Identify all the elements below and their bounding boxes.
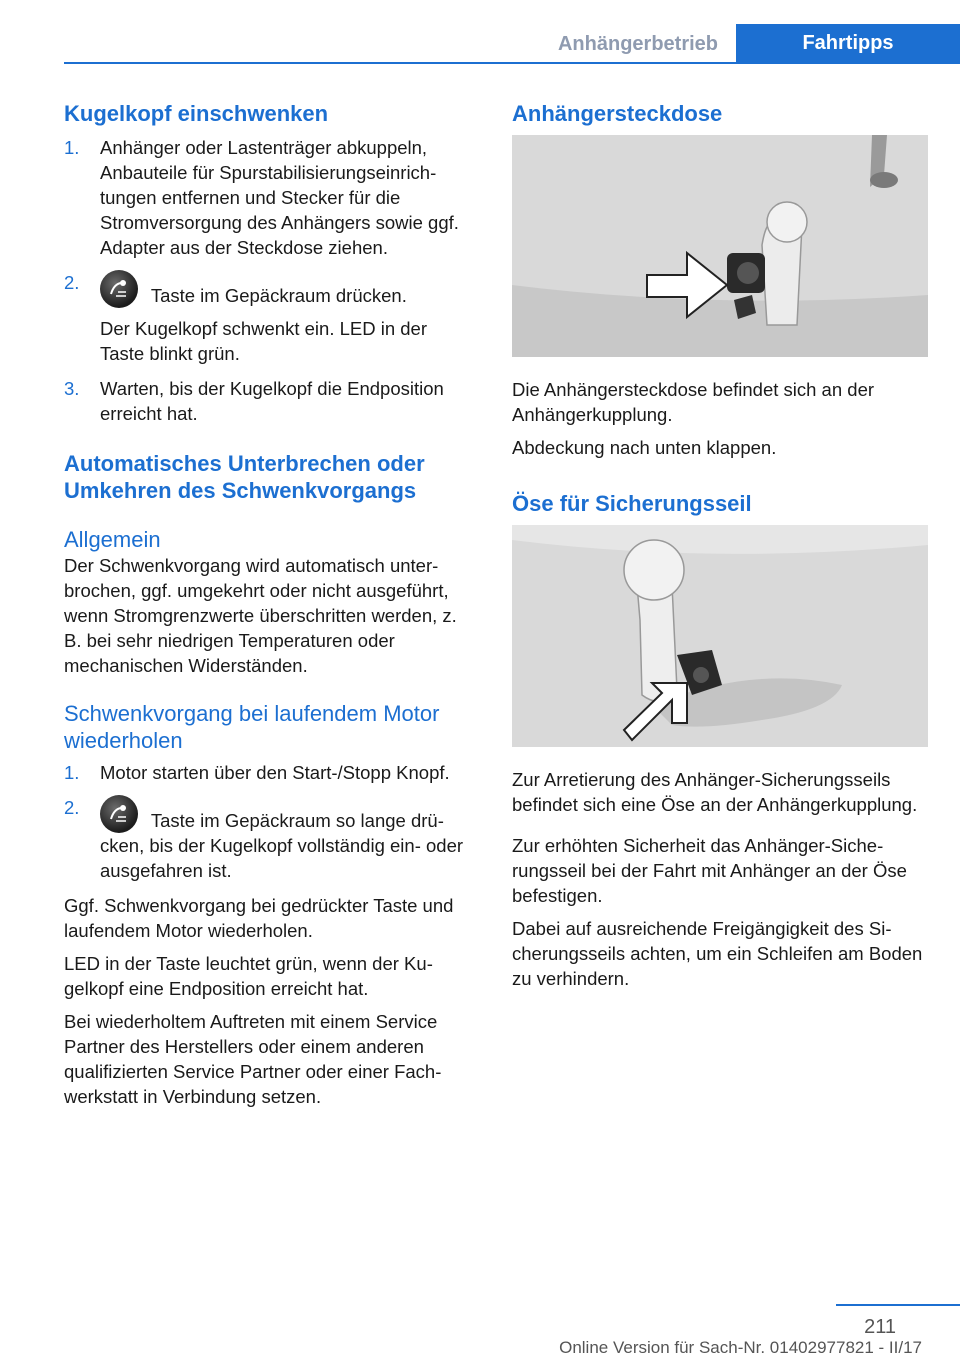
header-rule bbox=[64, 62, 960, 64]
footer-rule bbox=[836, 1304, 960, 1306]
list-item bbox=[64, 270, 476, 366]
step-result: Der Kugelkopf schwenkt ein. LED in der Taste blinkt grün. bbox=[100, 318, 428, 364]
footer-note: Online Version für Sach-Nr. 01402977821 - II/17 bbox=[559, 1338, 922, 1357]
step-text: Anhänger oder Lastenträger abkuppeln, Anbauteile für Spurstabilisierungseinrichtungen entfernen und Stecker für die Stromversorgung des Anhängers sowie ggf. Adapter aus der Steckdose ziehen. bbox=[100, 137, 459, 258]
heading-motor: Schwenkvorgang bei laufendem Motor wiederholen bbox=[64, 701, 440, 753]
section-tab[interactable]: Anhängerbetrieb bbox=[557, 33, 719, 55]
step-number: 3. bbox=[64, 378, 80, 399]
steps-kugelkopf bbox=[64, 135, 476, 426]
list-item bbox=[64, 795, 476, 883]
paragraph-oese-clearance: Dabei auf ausreichende Freigängigkeit des Sicherungsseils achten, um ein Schleifen am Boden zu verhindern. bbox=[512, 918, 923, 989]
list-item bbox=[64, 135, 476, 260]
step-text: Motor starten über den Start-/Stopp Knopf. bbox=[100, 762, 450, 783]
paragraph-oese-location: Zur Arretierung des Anhänger-Sicherungsseils befindet sich eine Öse an der Anhängerkupplung. bbox=[512, 769, 918, 815]
step-number: 1. bbox=[64, 137, 80, 158]
paragraph-repeat: Ggf. Schwenkvorgang bei gedrückter Taste und laufendem Motor wiederholen. bbox=[64, 895, 454, 941]
trailer-socket-illustration bbox=[512, 135, 928, 357]
figure-safety-eye bbox=[512, 525, 928, 747]
step-text: Taste im Gepäckraum so lange drücken, bis der Kugelkopf vollständig ein- oder ausgefahren ist. bbox=[100, 810, 464, 881]
page-header bbox=[0, 0, 960, 64]
step-text: Taste im Gepäckraum drücken. bbox=[150, 285, 407, 306]
heading-kugelkopf: Kugelkopf einschwenken bbox=[64, 101, 329, 126]
chapter-tab[interactable]: Fahrtipps bbox=[736, 24, 960, 62]
safety-eye-illustration bbox=[512, 525, 928, 747]
trailer-hitch-button-icon bbox=[100, 270, 138, 308]
paragraph-steckdose-cover: Abdeckung nach unten klappen. bbox=[512, 437, 777, 458]
figure-trailer-socket bbox=[512, 135, 928, 357]
step-number: 2. bbox=[64, 797, 80, 818]
heading-oese: Öse für Sicherungsseil bbox=[512, 491, 752, 516]
paragraph-led: LED in der Taste leuchtet grün, wenn der Kugelkopf eine Endposition erreicht hat. bbox=[64, 953, 433, 999]
step-number: 1. bbox=[64, 762, 80, 783]
paragraph-service: Bei wiederholtem Auftreten mit einem Service Partner des Herstellers oder einem anderen qualifizierten Service Partner oder einer Fachwerkstatt in Verbindung setzen. bbox=[64, 1011, 442, 1107]
heading-allgemein: Allgemein bbox=[64, 527, 161, 552]
heading-steckdose: Anhängersteckdose bbox=[512, 101, 723, 126]
paragraph-steckdose-location: Die Anhängersteckdose befindet sich an der Anhängerkupplung. bbox=[512, 379, 875, 425]
page-number: 211 bbox=[864, 1316, 896, 1338]
list-item bbox=[64, 760, 476, 785]
paragraph-allgemein: Der Schwenkvorgang wird automatisch unterbrochen, ggf. umgekehrt oder nicht ausgeführt, wenn Stromgrenzwerte überschritten werden, z. B. bei sehr niedrigen Temperaturen oder mechanischen Widerständen. bbox=[64, 555, 457, 676]
trailer-hitch-button-icon bbox=[100, 795, 138, 833]
steps-motor bbox=[64, 760, 476, 883]
step-number: 2. bbox=[64, 272, 80, 293]
right-column bbox=[512, 100, 928, 999]
list-item bbox=[64, 376, 476, 426]
heading-automatisch: Automatisches Unterbrechen oder Umkehren des Schwenkvorgangs bbox=[64, 451, 425, 503]
step-text: Warten, bis der Kugelkopf die Endposition erreicht hat. bbox=[100, 378, 444, 424]
paragraph-oese-safety: Zur erhöhten Sicherheit das Anhänger-Sicherungsseil bei der Fahrt mit Anhänger an der Öse befestigen. bbox=[512, 835, 907, 906]
left-column bbox=[64, 100, 476, 1117]
